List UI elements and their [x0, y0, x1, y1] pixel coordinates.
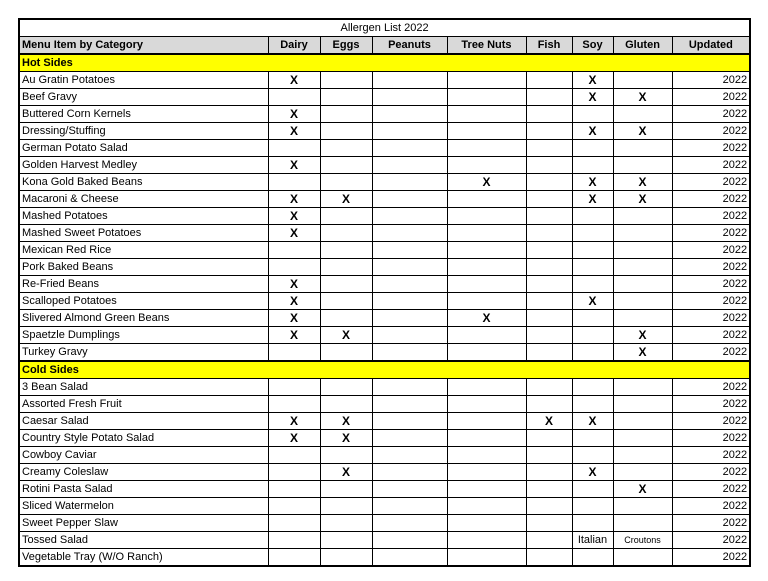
menu-item-name: Beef Gravy [19, 89, 268, 106]
allergen-cell: X [613, 327, 672, 344]
table-row [19, 72, 750, 89]
allergen-cell [526, 123, 572, 140]
allergen-cell [613, 379, 672, 396]
allergen-cell [372, 481, 447, 498]
allergen-cell [447, 293, 526, 310]
allergen-cell [268, 532, 320, 549]
menu-item-name: Scalloped Potatoes [19, 293, 268, 310]
menu-item-name: Country Style Potato Salad [19, 430, 268, 447]
table-row [19, 293, 750, 310]
allergen-cell [372, 447, 447, 464]
allergen-cell [572, 344, 613, 362]
allergen-cell [613, 413, 672, 430]
allergen-cell [447, 447, 526, 464]
updated-year: 2022 [672, 447, 750, 464]
allergen-cell [526, 532, 572, 549]
allergen-cell: X [268, 413, 320, 430]
category-label: Hot Sides [19, 54, 750, 72]
allergen-cell [372, 208, 447, 225]
allergen-cell [526, 89, 572, 106]
allergen-cell [613, 310, 672, 327]
allergen-cell: X [613, 481, 672, 498]
allergen-cell [572, 515, 613, 532]
table-row [19, 242, 750, 259]
menu-item-name: Tossed Salad [19, 532, 268, 549]
allergen-cell [268, 396, 320, 413]
updated-year: 2022 [672, 106, 750, 123]
allergen-cell [447, 379, 526, 396]
menu-item-name: Au Gratin Potatoes [19, 72, 268, 89]
table-row [19, 259, 750, 276]
updated-year: 2022 [672, 310, 750, 327]
table-row [19, 464, 750, 481]
allergen-cell [572, 259, 613, 276]
allergen-cell [320, 123, 372, 140]
allergen-cell [572, 106, 613, 123]
updated-year: 2022 [672, 225, 750, 242]
allergen-cell [268, 515, 320, 532]
allergen-cell [572, 549, 613, 567]
allergen-cell [372, 174, 447, 191]
allergen-cell [320, 276, 372, 293]
allergen-cell [526, 191, 572, 208]
menu-item-name: Pork Baked Beans [19, 259, 268, 276]
allergen-cell [372, 327, 447, 344]
allergen-cell [447, 191, 526, 208]
allergen-cell [372, 157, 447, 174]
menu-item-name: 3 Bean Salad [19, 379, 268, 396]
allergen-cell [526, 242, 572, 259]
header-menu-item: Menu Item by Category [19, 37, 268, 55]
header-soy: Soy [572, 37, 613, 55]
allergen-cell [320, 259, 372, 276]
allergen-cell [447, 140, 526, 157]
allergen-cell [372, 413, 447, 430]
menu-item-name: Cowboy Caviar [19, 447, 268, 464]
table-row [19, 515, 750, 532]
allergen-cell [372, 532, 447, 549]
allergen-cell: X [268, 225, 320, 242]
allergen-cell: X [320, 464, 372, 481]
allergen-cell [372, 515, 447, 532]
allergen-cell [572, 310, 613, 327]
allergen-cell: X [268, 276, 320, 293]
allergen-cell [372, 293, 447, 310]
allergen-cell [372, 498, 447, 515]
table-row [19, 344, 750, 362]
allergen-cell [572, 276, 613, 293]
allergen-cell: X [572, 174, 613, 191]
allergen-cell [526, 72, 572, 89]
allergen-cell [268, 447, 320, 464]
allergen-cell [613, 157, 672, 174]
updated-year: 2022 [672, 532, 750, 549]
allergen-cell: X [526, 413, 572, 430]
allergen-cell [613, 259, 672, 276]
allergen-cell: X [572, 72, 613, 89]
allergen-table [18, 18, 751, 567]
allergen-cell [372, 549, 447, 567]
allergen-cell [447, 72, 526, 89]
table-row [19, 447, 750, 464]
allergen-cell [447, 225, 526, 242]
allergen-cell [572, 498, 613, 515]
allergen-cell: X [268, 327, 320, 344]
allergen-cell [572, 447, 613, 464]
table-row [19, 208, 750, 225]
allergen-cell [613, 430, 672, 447]
updated-year: 2022 [672, 259, 750, 276]
updated-year: 2022 [672, 549, 750, 567]
allergen-cell: X [268, 208, 320, 225]
allergen-cell [447, 413, 526, 430]
allergen-cell [320, 293, 372, 310]
table-row [19, 89, 750, 106]
allergen-cell: X [320, 430, 372, 447]
allergen-cell [268, 549, 320, 567]
allergen-cell [320, 515, 372, 532]
allergen-table-body [19, 19, 750, 566]
allergen-cell [526, 379, 572, 396]
allergen-cell [526, 498, 572, 515]
table-row [19, 191, 750, 208]
table-row [19, 498, 750, 515]
allergen-cell [268, 89, 320, 106]
header-gluten: Gluten [613, 37, 672, 55]
updated-year: 2022 [672, 327, 750, 344]
allergen-cell [526, 549, 572, 567]
allergen-cell [526, 464, 572, 481]
allergen-cell [613, 106, 672, 123]
menu-item-name: Dressing/Stuffing [19, 123, 268, 140]
allergen-cell [372, 106, 447, 123]
allergen-cell [320, 157, 372, 174]
allergen-cell [526, 140, 572, 157]
allergen-cell [572, 379, 613, 396]
allergen-cell: X [572, 191, 613, 208]
menu-item-name: Assorted Fresh Fruit [19, 396, 268, 413]
allergen-cell [572, 157, 613, 174]
allergen-cell [572, 430, 613, 447]
allergen-cell: X [572, 293, 613, 310]
menu-item-name: Slivered Almond Green Beans [19, 310, 268, 327]
allergen-cell [526, 327, 572, 344]
allergen-cell: X [268, 157, 320, 174]
allergen-cell [372, 140, 447, 157]
allergen-cell [613, 72, 672, 89]
table-row [19, 276, 750, 293]
allergen-cell [526, 174, 572, 191]
allergen-cell [526, 515, 572, 532]
allergen-cell [447, 532, 526, 549]
menu-item-name: Mashed Sweet Potatoes [19, 225, 268, 242]
allergen-cell [447, 276, 526, 293]
allergen-cell: X [268, 293, 320, 310]
allergen-cell [320, 481, 372, 498]
allergen-cell [613, 549, 672, 567]
allergen-cell [526, 259, 572, 276]
menu-item-name: Re-Fried Beans [19, 276, 268, 293]
allergen-cell [372, 89, 447, 106]
title-row [19, 19, 750, 37]
allergen-cell [526, 157, 572, 174]
menu-item-name: Rotini Pasta Salad [19, 481, 268, 498]
category-row [19, 361, 750, 379]
table-row [19, 532, 750, 549]
allergen-cell [372, 191, 447, 208]
table-row [19, 549, 750, 567]
menu-item-name: German Potato Salad [19, 140, 268, 157]
updated-year: 2022 [672, 396, 750, 413]
allergen-cell [268, 259, 320, 276]
menu-item-name: Sliced Watermelon [19, 498, 268, 515]
allergen-cell [447, 344, 526, 362]
updated-year: 2022 [672, 89, 750, 106]
allergen-cell [320, 72, 372, 89]
allergen-cell: X [320, 327, 372, 344]
allergen-cell: X [613, 123, 672, 140]
allergen-cell [320, 89, 372, 106]
allergen-cell [613, 464, 672, 481]
menu-item-name: Macaroni & Cheese [19, 191, 268, 208]
allergen-cell [613, 276, 672, 293]
allergen-cell [447, 242, 526, 259]
allergen-cell [320, 549, 372, 567]
allergen-cell [613, 447, 672, 464]
allergen-cell [268, 140, 320, 157]
category-row [19, 54, 750, 72]
allergen-cell [372, 225, 447, 242]
allergen-cell [372, 123, 447, 140]
header-row [19, 37, 750, 55]
allergen-cell [572, 242, 613, 259]
allergen-cell: Italian [572, 532, 613, 549]
table-row [19, 430, 750, 447]
allergen-cell: X [268, 191, 320, 208]
allergen-cell [372, 344, 447, 362]
table-row [19, 481, 750, 498]
menu-item-name: Sweet Pepper Slaw [19, 515, 268, 532]
allergen-cell [526, 276, 572, 293]
allergen-cell [320, 174, 372, 191]
allergen-cell [447, 259, 526, 276]
allergen-cell [526, 106, 572, 123]
menu-item-name: Buttered Corn Kernels [19, 106, 268, 123]
allergen-cell: X [613, 344, 672, 362]
updated-year: 2022 [672, 498, 750, 515]
allergen-cell: X [447, 174, 526, 191]
allergen-cell [320, 379, 372, 396]
allergen-cell: X [572, 464, 613, 481]
menu-item-name: Mashed Potatoes [19, 208, 268, 225]
allergen-cell [572, 140, 613, 157]
allergen-cell [447, 549, 526, 567]
allergen-cell [447, 481, 526, 498]
header-peanuts: Peanuts [372, 37, 447, 55]
menu-item-name: Turkey Gravy [19, 344, 268, 362]
allergen-cell [613, 140, 672, 157]
allergen-cell [268, 242, 320, 259]
allergen-cell [526, 396, 572, 413]
updated-year: 2022 [672, 515, 750, 532]
table-row [19, 157, 750, 174]
menu-item-name: Creamy Coleslaw [19, 464, 268, 481]
allergen-cell: X [268, 106, 320, 123]
allergen-cell [372, 242, 447, 259]
allergen-cell [320, 140, 372, 157]
updated-year: 2022 [672, 344, 750, 362]
allergen-cell: X [320, 191, 372, 208]
allergen-cell: X [268, 72, 320, 89]
table-row [19, 106, 750, 123]
table-row [19, 174, 750, 191]
allergen-cell [372, 310, 447, 327]
updated-year: 2022 [672, 140, 750, 157]
table-row [19, 396, 750, 413]
allergen-cell [447, 89, 526, 106]
allergen-cell: X [320, 413, 372, 430]
allergen-cell [613, 208, 672, 225]
menu-item-name: Caesar Salad [19, 413, 268, 430]
allergen-cell [372, 464, 447, 481]
allergen-cell [320, 396, 372, 413]
menu-item-name: Kona Gold Baked Beans [19, 174, 268, 191]
updated-year: 2022 [672, 174, 750, 191]
updated-year: 2022 [672, 464, 750, 481]
allergen-cell [372, 276, 447, 293]
allergen-cell [320, 242, 372, 259]
allergen-cell [526, 430, 572, 447]
table-row [19, 327, 750, 344]
allergen-cell [447, 106, 526, 123]
updated-year: 2022 [672, 379, 750, 396]
allergen-cell [447, 327, 526, 344]
allergen-cell [268, 498, 320, 515]
updated-year: 2022 [672, 191, 750, 208]
allergen-cell [526, 310, 572, 327]
header-dairy: Dairy [268, 37, 320, 55]
table-row [19, 413, 750, 430]
allergen-cell [320, 225, 372, 242]
allergen-cell [447, 515, 526, 532]
allergen-cell [613, 293, 672, 310]
menu-item-name: Golden Harvest Medley [19, 157, 268, 174]
header-eggs: Eggs [320, 37, 372, 55]
updated-year: 2022 [672, 123, 750, 140]
allergen-cell [447, 123, 526, 140]
allergen-cell: X [268, 430, 320, 447]
allergen-cell [320, 208, 372, 225]
allergen-cell: X [572, 123, 613, 140]
allergen-cell [572, 481, 613, 498]
table-row [19, 379, 750, 396]
allergen-cell: X [572, 413, 613, 430]
allergen-cell [320, 310, 372, 327]
allergen-cell [613, 396, 672, 413]
allergen-cell [447, 498, 526, 515]
allergen-cell [268, 174, 320, 191]
allergen-cell [372, 379, 447, 396]
allergen-cell [526, 344, 572, 362]
allergen-cell: X [572, 89, 613, 106]
allergen-cell [613, 225, 672, 242]
updated-year: 2022 [672, 242, 750, 259]
updated-year: 2022 [672, 72, 750, 89]
allergen-cell [447, 157, 526, 174]
menu-item-name: Mexican Red Rice [19, 242, 268, 259]
allergen-cell [447, 396, 526, 413]
allergen-cell: X [447, 310, 526, 327]
allergen-cell [613, 515, 672, 532]
updated-year: 2022 [672, 208, 750, 225]
allergen-cell [572, 396, 613, 413]
allergen-cell [572, 327, 613, 344]
allergen-cell [320, 447, 372, 464]
header-updated: Updated [672, 37, 750, 55]
allergen-cell [572, 225, 613, 242]
allergen-cell [526, 293, 572, 310]
updated-year: 2022 [672, 413, 750, 430]
allergen-cell [613, 498, 672, 515]
updated-year: 2022 [672, 481, 750, 498]
table-row [19, 140, 750, 157]
header-tree-nuts: Tree Nuts [447, 37, 526, 55]
table-row [19, 225, 750, 242]
allergen-cell [372, 396, 447, 413]
allergen-cell [447, 464, 526, 481]
allergen-cell [572, 208, 613, 225]
allergen-cell [320, 106, 372, 123]
allergen-cell [526, 447, 572, 464]
allergen-cell: X [613, 174, 672, 191]
allergen-cell: Croutons [613, 532, 672, 549]
allergen-cell [268, 344, 320, 362]
allergen-cell: X [613, 89, 672, 106]
updated-year: 2022 [672, 430, 750, 447]
allergen-cell [268, 481, 320, 498]
table-row [19, 123, 750, 140]
updated-year: 2022 [672, 276, 750, 293]
allergen-cell [447, 208, 526, 225]
allergen-cell [320, 344, 372, 362]
allergen-cell [372, 430, 447, 447]
allergen-cell [372, 72, 447, 89]
menu-item-name: Vegetable Tray (W/O Ranch) [19, 549, 268, 567]
allergen-cell [526, 481, 572, 498]
updated-year: 2022 [672, 157, 750, 174]
sheet-title: Allergen List 2022 [19, 19, 750, 37]
allergen-cell [268, 464, 320, 481]
allergen-cell [320, 532, 372, 549]
menu-item-name: Spaetzle Dumplings [19, 327, 268, 344]
allergen-cell [372, 259, 447, 276]
allergen-cell [613, 242, 672, 259]
allergen-cell [526, 208, 572, 225]
allergen-cell [526, 225, 572, 242]
category-label: Cold Sides [19, 361, 750, 379]
table-row [19, 310, 750, 327]
allergen-cell: X [268, 123, 320, 140]
header-fish: Fish [526, 37, 572, 55]
updated-year: 2022 [672, 293, 750, 310]
allergen-cell: X [268, 310, 320, 327]
allergen-cell: X [613, 191, 672, 208]
allergen-cell [320, 498, 372, 515]
allergen-cell [447, 430, 526, 447]
allergen-cell [268, 379, 320, 396]
